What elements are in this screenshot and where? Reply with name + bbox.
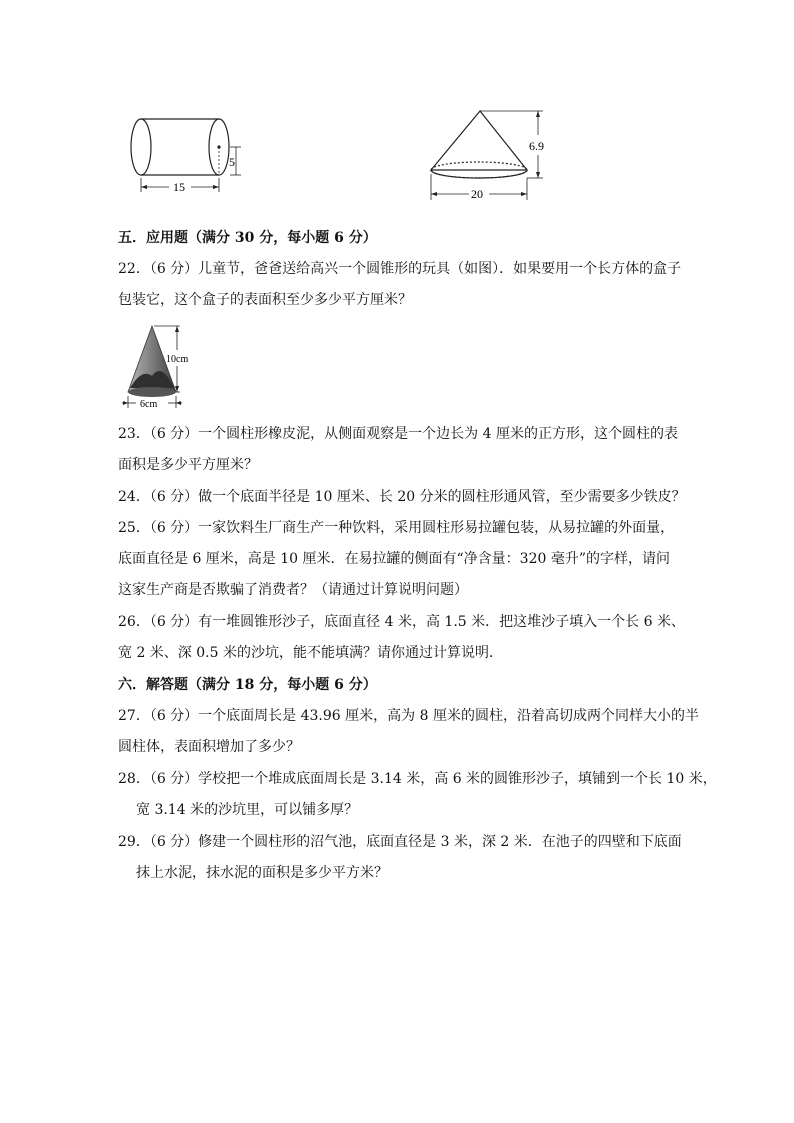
toy-cone-diameter-label: 6cm: [140, 399, 158, 410]
cone-figure: [425, 108, 560, 203]
question-26-line-1: 26．（6 分）有一堆圆锥形沙子，底面直径 4 米，高 1.5 米．把这堆沙子填入一个长 6 米、: [118, 614, 685, 630]
toy-cone-figure: [118, 322, 193, 410]
question-23-line-1: 23．（6 分）一个圆柱形橡皮泥，从侧面观察是一个边长为 4 厘米的正方形，这个圆柱的表: [118, 426, 678, 442]
cone-height-label: 6.9: [529, 139, 544, 153]
question-23-line-2: 面积是多少平方厘米？: [118, 457, 258, 473]
question-29-line-2: 抹上水泥，抹水泥的面积是多少平方米？: [136, 865, 388, 881]
question-27-line-2: 圆柱体，表面积增加了多少？: [118, 739, 300, 755]
question-27-line-1: 27．（6 分）一个底面周长是 43.96 厘米，高为 8 厘米的圆柱，沿着高切成两个同样大小的半: [118, 708, 699, 724]
cylinder-length-label: 15: [173, 180, 185, 194]
question-22-line-1: 22．（6 分）儿童节，爸爸送给高兴一个圆锥形的玩具（如图）．如果要用一个长方体的盒子: [118, 261, 682, 277]
cylinder-figure: [125, 110, 250, 195]
cylinder-radius-label: 5: [229, 155, 235, 169]
question-25-line-1: 25．（6 分）一家饮料生厂商生产一种饮料，采用圆柱形易拉罐包装，从易拉罐的外面量，: [118, 520, 675, 536]
question-28-line-1: 28．（6 分）学校把一个堆成底面周长是 3.14 米，高 6 米的圆锥形沙子，填铺到一个长 10 米，: [118, 771, 717, 787]
section-5-title: 五．应用题（满分 30 分，每小题 6 分）: [118, 230, 377, 246]
question-22-line-2: 包装它，这个盒子的表面积至少多少平方厘米？: [118, 292, 412, 308]
section-6-title: 六．解答题（满分 18 分，每小题 6 分）: [118, 677, 377, 693]
toy-cone-height-label: 10cm: [166, 354, 189, 365]
cone-diameter-label: 20: [471, 187, 483, 201]
question-24-line-1: 24．（6 分）做一个底面半径是 10 厘米、长 20 分米的圆柱形通风管，至少需要多少铁皮？: [118, 489, 686, 505]
question-29-line-1: 29．（6 分）修建一个圆柱形的沼气池，底面直径是 3 米，深 2 米．在池子的四壁和下底面: [118, 834, 682, 850]
question-28-line-2: 宽 3.14 米的沙坑里，可以铺多厚？: [136, 802, 359, 818]
question-25-line-3: 这家生产商是否欺骗了消费者？（请通过计算说明问题）: [118, 582, 468, 598]
question-25-line-2: 底面直径是 6 厘米，高是 10 厘米．在易拉罐的侧面有“净含量：320 毫升”的字样，请问: [118, 551, 671, 567]
question-26-line-2: 宽 2 米、深 0.5 米的沙坑，能不能填满？请你通过计算说明．: [118, 645, 503, 661]
